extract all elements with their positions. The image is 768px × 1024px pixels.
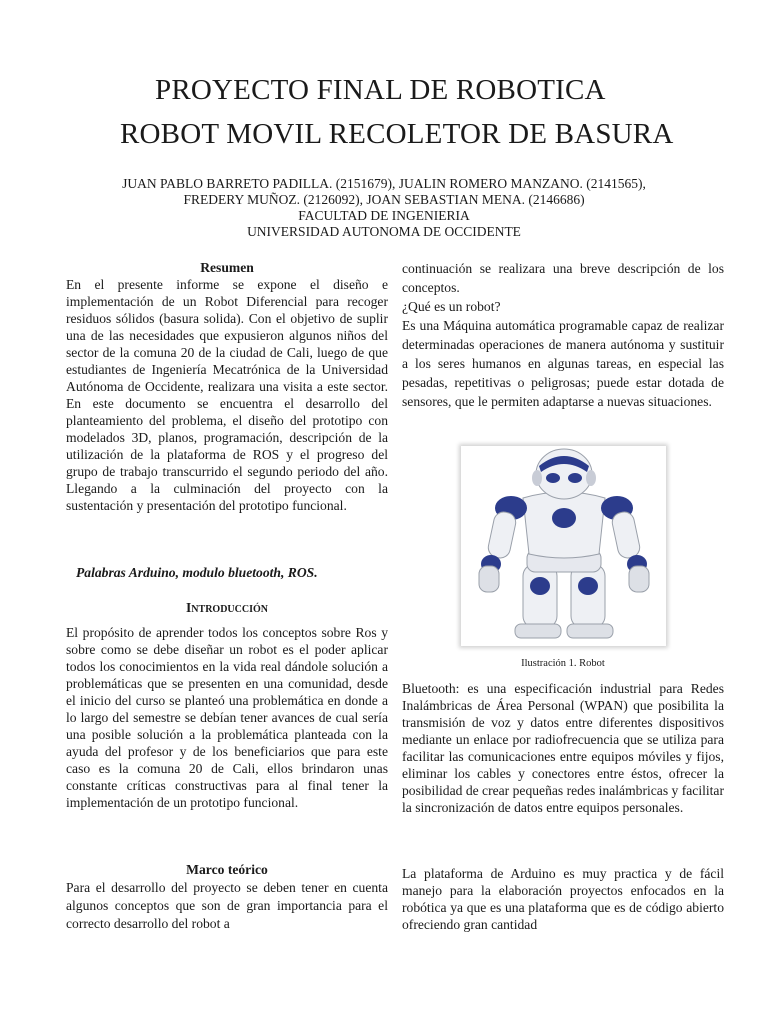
abstract-heading: Resumen xyxy=(200,260,254,275)
introduction-heading: Introducción xyxy=(186,600,268,615)
bluetooth-text: Bluetooth: es una especificación industrial para Redes Inalámbricas de Área Personal (WPAN) que posibilita la transmisión de voz y datos entre diferentes dispositivos mediante un enlace por radiofrecuencia que se utiliza para facilitar las comunicaciones entre equipos móviles y fijos, eliminar los cables y conectores entre éstos, ofrecer la posibilidad de crear pequeñas redes inalámbricas y facilitar la sincronización de datos entre equipos personales. xyxy=(402,681,724,815)
marco-section xyxy=(66,861,388,933)
keywords: Palabras Arduino, modulo bluetooth, ROS. xyxy=(76,565,318,580)
continuation-text: continuación se realizara una breve descripción de los conceptos. xyxy=(402,261,724,295)
arduino-text: La plataforma de Arduino es muy practica y de fácil manejo para la elaboración proyectos enfocados en la robótica ya que es una plataforma que es de código abierto ofreciendo gran cantidad xyxy=(402,866,724,932)
abstract-text: En el presente informe se expone el diseño e implementación de un Robot Diferencial para recoger residuos sólidos (basura solida). Con el objetivo de suplir una de las necesidades que expusieron algunos niños del sector de la comuna 20 de la ciudad de Cali, luego de que estudiantes de Ingeniería Mecatrónica de la Universidad Autónoma de Occidente, realizara una visita a este sector. En este documento se encuentra el desarrollo del planteamiento del problema, el diseño del prototipo con modelados 3D, planos, programación, descripción de la utilización de la plataforma de ROS y el progreso del grupo de trabajo transcurrido el segundo periodo del año. Llegando a la culminación del proyecto con la sustentación y presentación del prototipo funcional. xyxy=(66,277,388,513)
faculty: FACULTAD DE INGENIERIA xyxy=(298,208,470,223)
robot-question: ¿Qué es un robot? xyxy=(402,299,501,314)
abstract-section xyxy=(66,259,388,514)
introduction-text: El propósito de aprender todos los conceptos sobre Ros y sobre como se debe diseñar un robot es el poder aplicar todos los conocimientos en la vida real dándole solución a problemáticas que se presenten en una comunidad, desde el inicio del curso se planteó una problemática en donde a lo largo del semestre se debían tener avances de cual sería una posible solución a la problemática planteada con la ayuda del profesor y de los beneficiarios que para este caso es la comuna 20 de Cali, ellos brindaron unas constante críticas constructivas para al final tener la implementación de un prototipo funcional. xyxy=(66,625,388,810)
figure-caption: Ilustración 1. Robot xyxy=(521,658,605,669)
university: UNIVERSIDAD AUTONOMA DE OCCIDENTE xyxy=(247,224,521,239)
arduino-section xyxy=(402,865,724,933)
paper-title-line-1: PROYECTO FINAL DE ROBOTICA xyxy=(155,74,606,106)
paper-title-line-2: ROBOT MOVIL RECOLETOR DE BASURA xyxy=(120,118,674,150)
authors-line-2: FREDERY MUÑOZ. (2126092), JOAN SEBASTIAN MENA. (2146686) xyxy=(183,192,585,207)
author-block xyxy=(60,176,708,240)
introduction-section xyxy=(66,599,388,811)
marco-text: Para el desarrollo del proyecto se deben tener en cuenta algunos conceptos que son de gran importancia para el correcto desarrollo del robot a xyxy=(66,880,388,931)
authors-line-1: JUAN PABLO BARRETO PADILLA. (2151679), JUALIN ROMERO MANZANO. (2141565), xyxy=(122,176,646,191)
marco-heading: Marco teórico xyxy=(186,862,268,877)
robot-definition: Es una Máquina automática programable capaz de realizar determinadas operaciones de manera autónoma y sustituir a los seres humanos en algunas tareas, en especial las pesadas, repetitivas o peligrosas; puede estar dotada de sensores, que le permiten adaptarse a nuevas situaciones. xyxy=(402,318,724,409)
robot-concept-section xyxy=(402,259,724,411)
bluetooth-section xyxy=(402,680,724,816)
robot-figure xyxy=(461,446,666,646)
humanoid-robot-icon xyxy=(461,446,666,646)
